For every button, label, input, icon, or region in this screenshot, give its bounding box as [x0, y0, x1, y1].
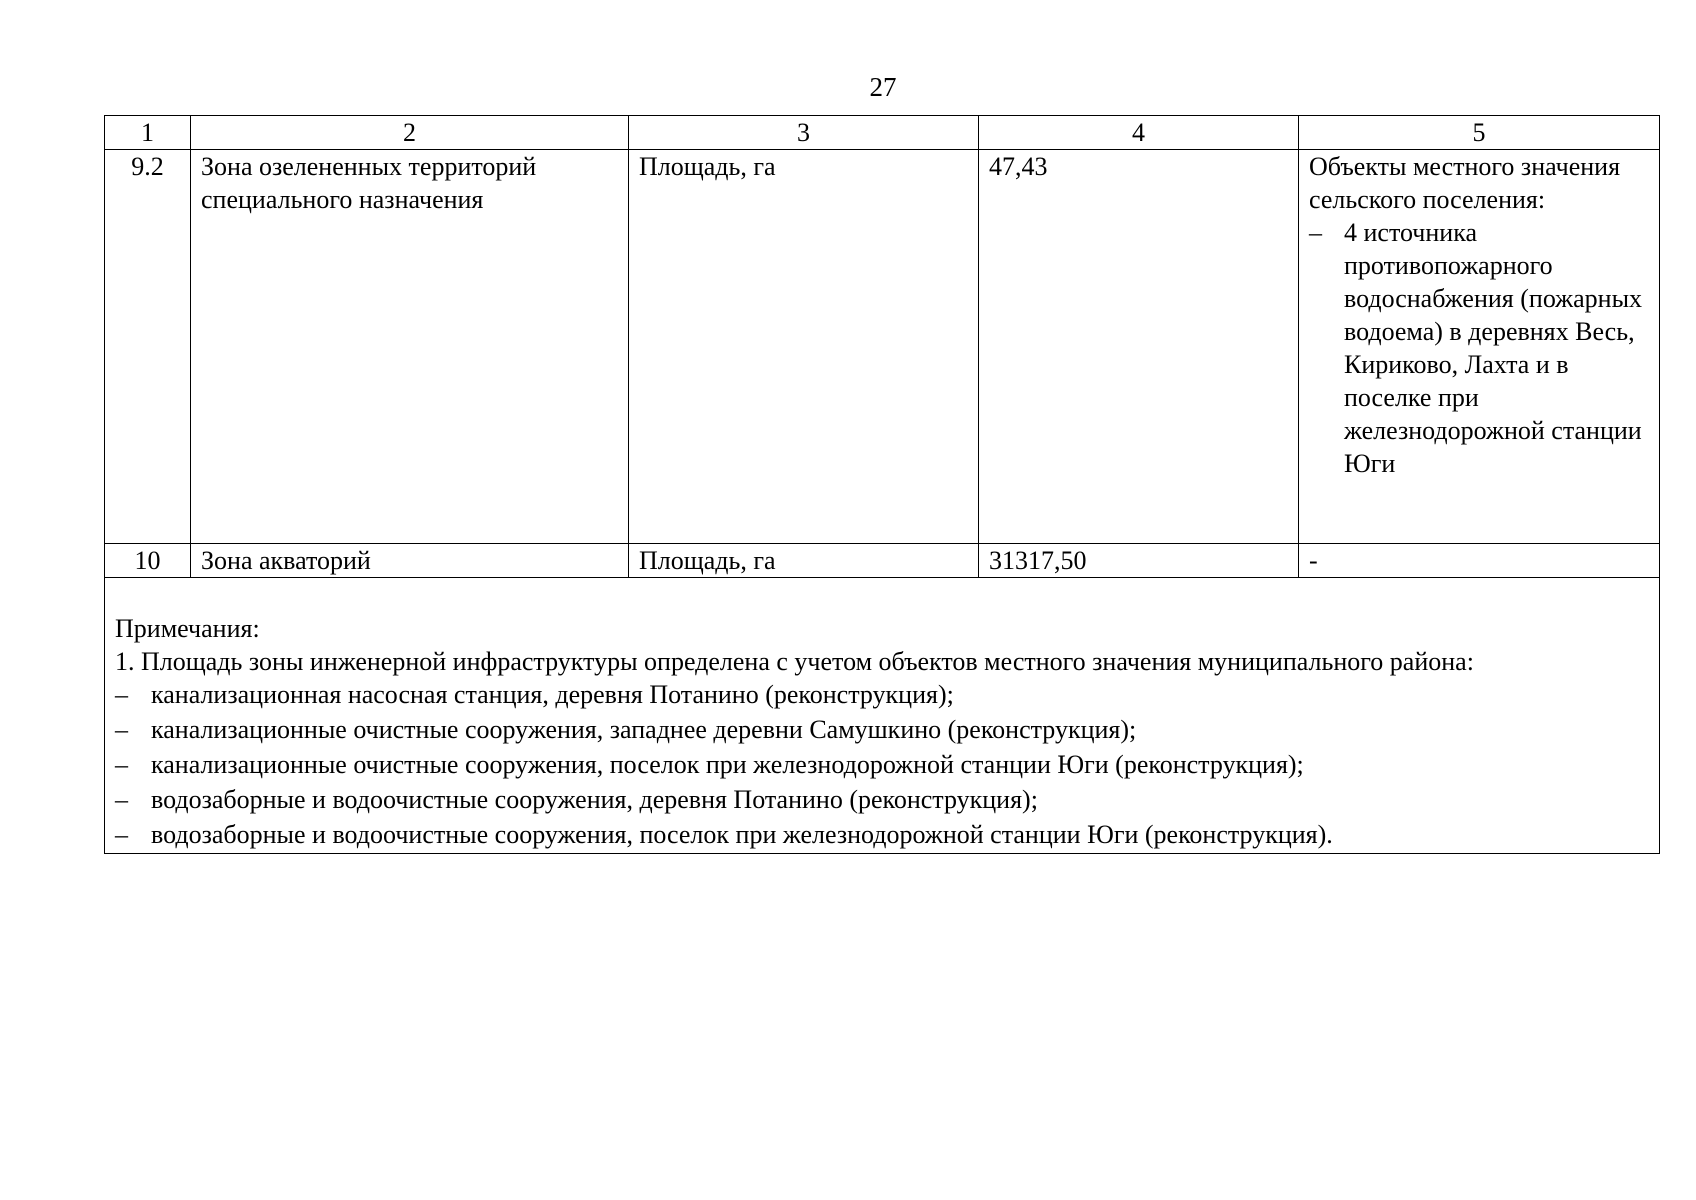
notes-intro: 1. Площадь зоны инженерной инфраструктуры определена с учетом объектов местного значения муниципального района: — [115, 647, 1474, 676]
objects-cell: - — [1299, 544, 1660, 578]
list-item-text: канализационные очистные сооружения, поселок при железнодорожной станции Юги (реконструкция); — [151, 750, 1304, 779]
value-cell: 31317,50 — [979, 544, 1299, 578]
list-item — [115, 748, 1649, 783]
list-item-text: 4 источника противопожарного водоснабжения (пожарных водоема) в деревнях Весь, Кириково, Лахта и в поселке при железнодорожной станции Юги — [1344, 218, 1643, 478]
value-cell: 47,43 — [979, 150, 1299, 544]
notes-cell — [105, 578, 1660, 854]
list-dash: – — [115, 680, 128, 709]
header-cell-4: 4 — [979, 116, 1299, 150]
indicator-cell: Площадь, га — [629, 544, 979, 578]
row-number-cell: 10 — [105, 544, 191, 578]
objects-cell — [1299, 150, 1660, 544]
list-dash: – — [115, 785, 128, 814]
indicator-cell: Площадь, га — [629, 150, 979, 544]
list-item-text: водозаборные и водоочистные сооружения, деревня Потанино (реконструкция); — [151, 785, 1038, 814]
list-item — [115, 783, 1649, 818]
objects-title: Объекты местного значения сельского поселения: — [1309, 152, 1621, 214]
notes-row — [105, 578, 1660, 854]
header-cell-1: 1 — [105, 116, 191, 150]
list-item-text: канализационная насосная станция, деревня Потанино (реконструкция); — [151, 680, 954, 709]
list-item — [115, 818, 1649, 853]
table-row — [105, 150, 1660, 544]
table-header-row — [105, 116, 1660, 150]
objects-list — [1309, 216, 1649, 480]
notes-title: Примечания: — [115, 614, 260, 643]
page-number: 27 — [869, 72, 897, 102]
table-row — [105, 544, 1660, 578]
list-dash: – — [115, 820, 128, 849]
header-cell-5: 5 — [1299, 116, 1660, 150]
header-cell-3: 3 — [629, 116, 979, 150]
list-dash: – — [1309, 218, 1322, 247]
list-item — [115, 678, 1649, 713]
zone-name-cell: Зона озелененных территорий специального назначения — [191, 150, 629, 544]
notes-list — [115, 678, 1649, 853]
zone-name-cell: Зона акваторий — [191, 544, 629, 578]
list-item — [115, 713, 1649, 748]
list-dash: – — [115, 750, 128, 779]
row-number-cell: 9.2 — [105, 150, 191, 544]
list-dash: – — [115, 715, 128, 744]
header-cell-2: 2 — [191, 116, 629, 150]
list-item-text: водозаборные и водоочистные сооружения, поселок при железнодорожной станции Юги (реконструкция). — [151, 820, 1333, 849]
list-item — [1309, 216, 1649, 480]
list-item-text: канализационные очистные сооружения, западнее деревни Самушкино (реконструкция); — [151, 715, 1137, 744]
zones-table — [104, 115, 1660, 854]
